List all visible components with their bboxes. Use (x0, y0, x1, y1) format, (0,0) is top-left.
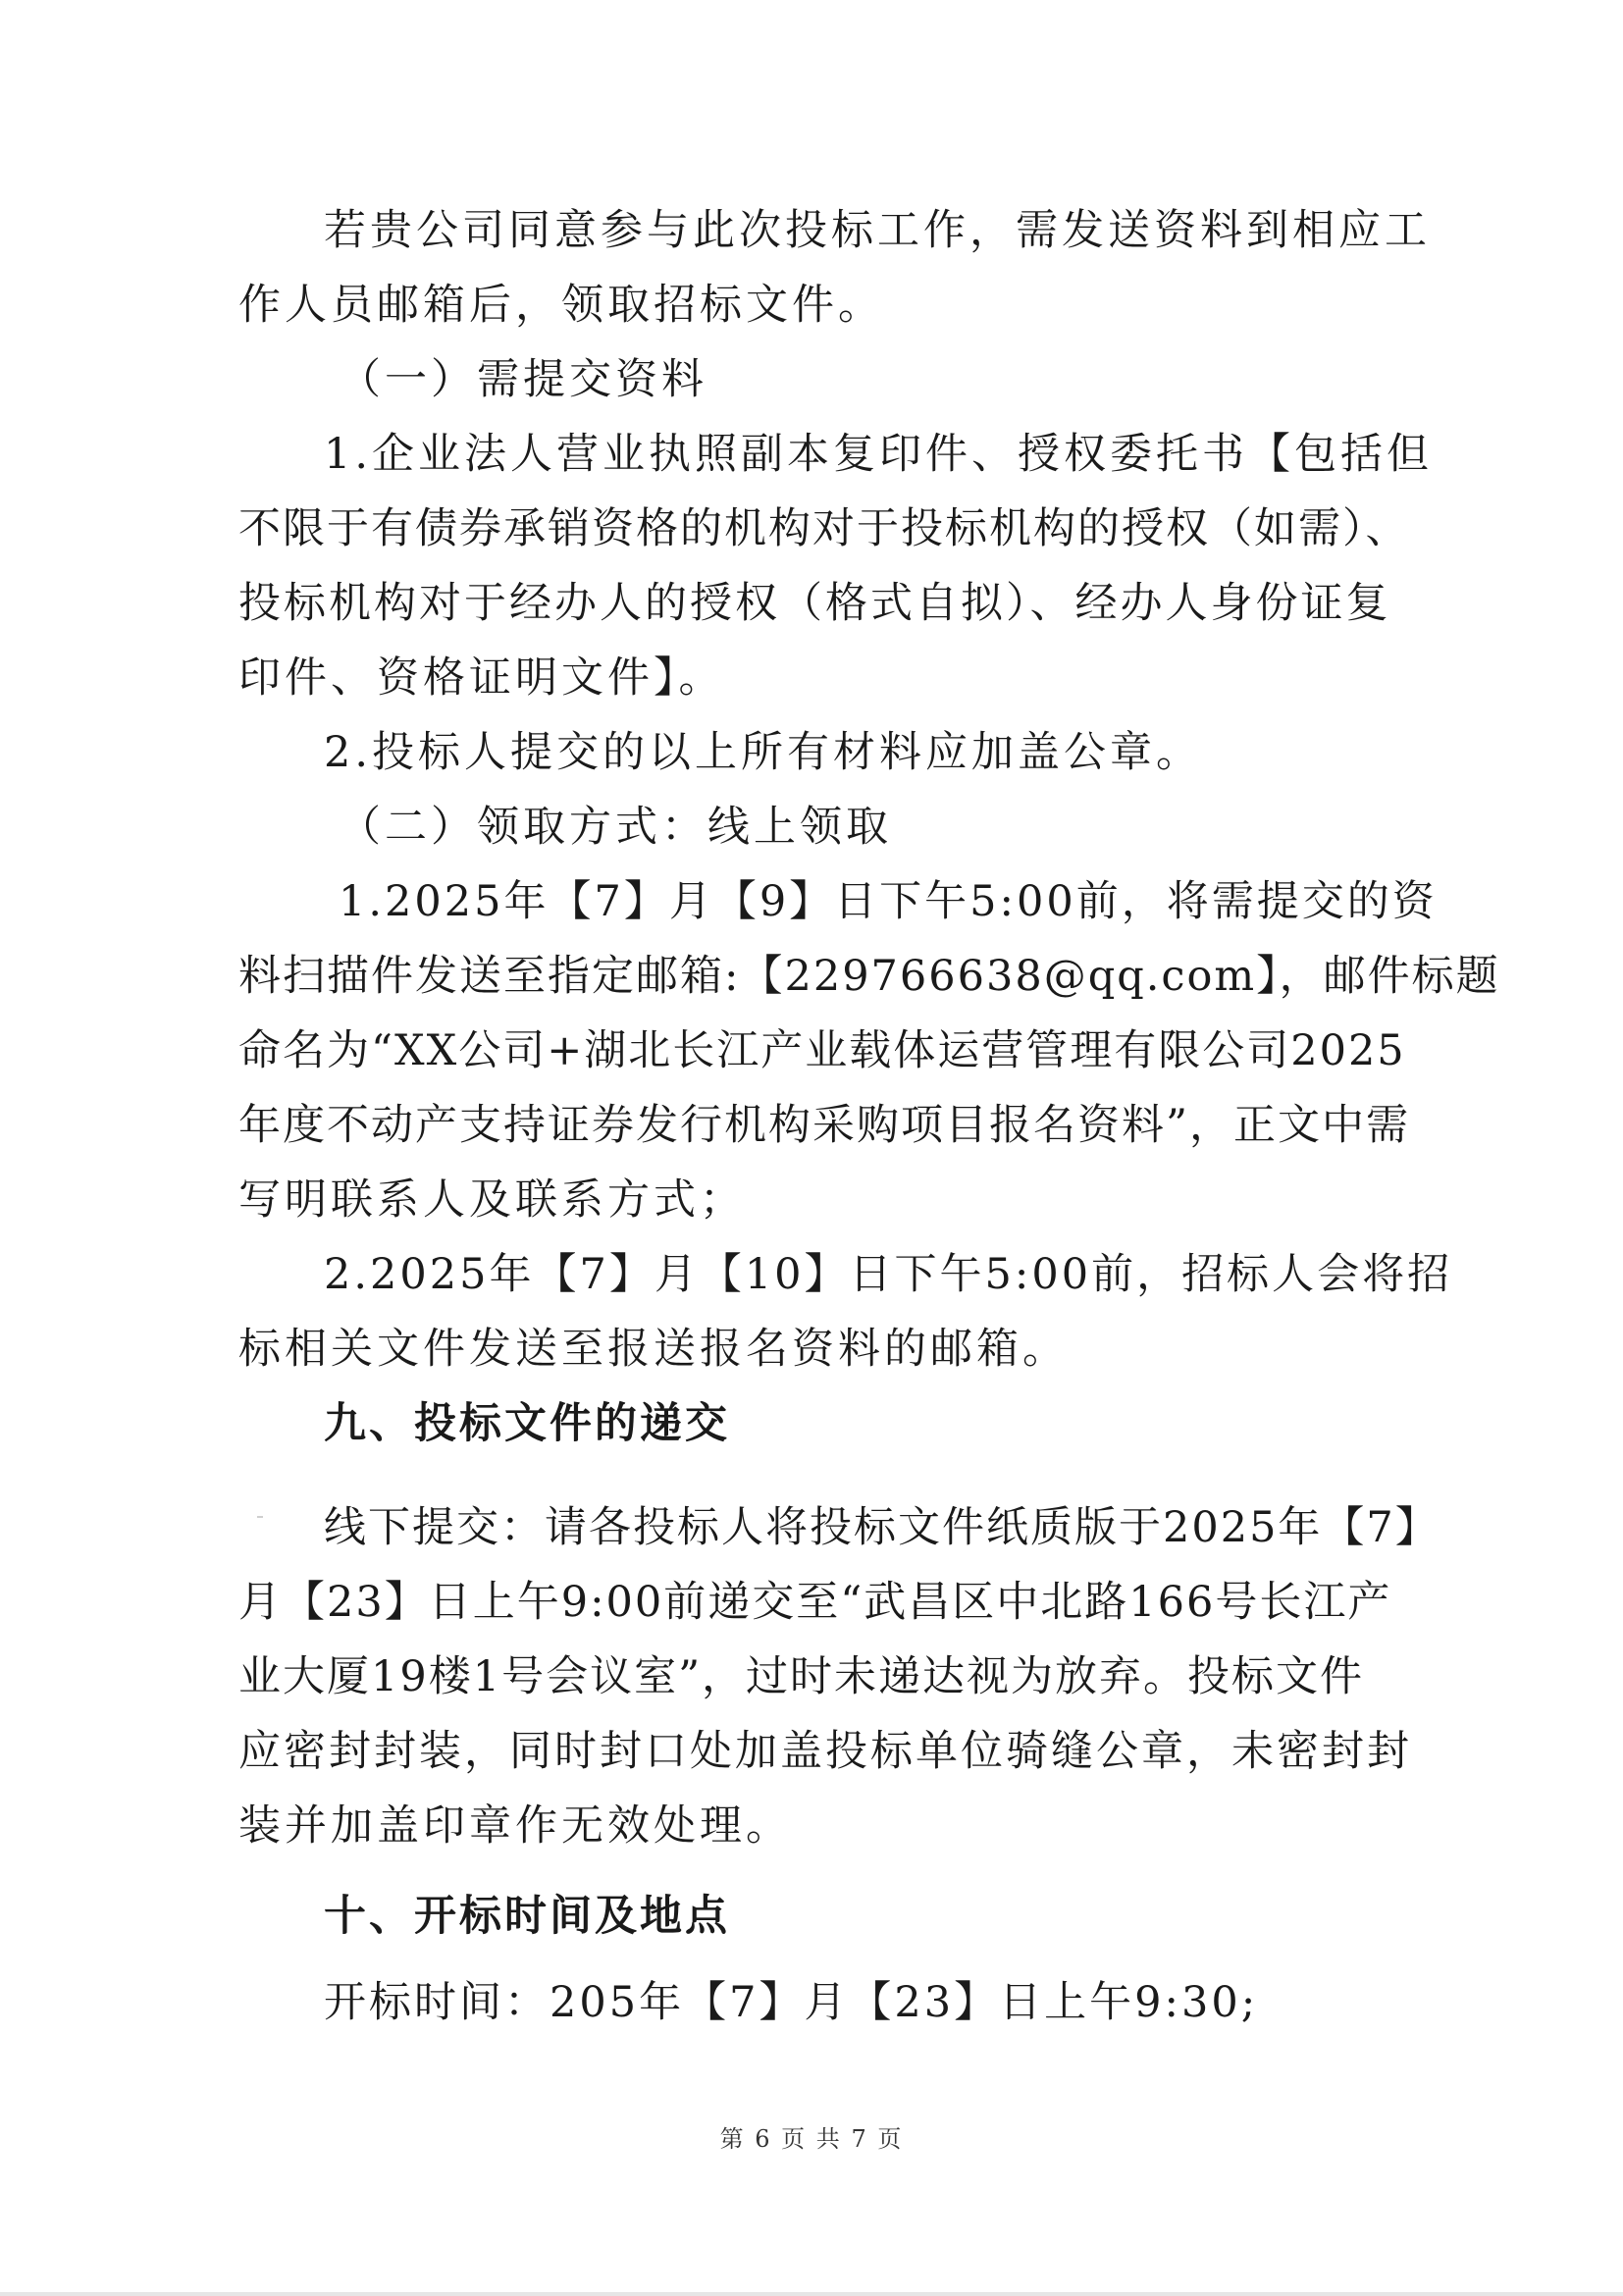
body-text-line: 线下提交：请各投标人将投标文件纸质版于2025年【7】 (324, 1503, 1440, 1552)
body-text-line: 写明联系人及联系方式； (238, 1175, 746, 1225)
scan-speck (257, 1516, 263, 1518)
body-text-line: 作人员邮箱后，领取招标文件。 (238, 281, 884, 330)
section-heading-bid-opening: 十、开标时间及地点 (324, 1892, 730, 1941)
body-text-line: 2.2025年【7】月【10】日下午5:00前，招标人会将招 (324, 1250, 1453, 1299)
page-footer: 第 6 页 共 7 页 (719, 2125, 904, 2153)
body-text-line: 料扫描件发送至指定邮箱:【229766638@qq.com】，邮件标题 (238, 952, 1500, 1001)
subheading-collection-method: （二）领取方式：线上领取 (339, 803, 892, 852)
body-text-line: 1.2025年【7】月【9】日下午5:00前，将需提交的资 (339, 877, 1438, 926)
body-text-line: 命名为“XX公司+湖北长江产业载体运营管理有限公司2025 (238, 1026, 1406, 1075)
body-text-line: 2.投标人提交的以上所有材料应加盖公章。 (324, 728, 1203, 777)
section-heading-bid-submission: 九、投标文件的递交 (324, 1399, 730, 1448)
body-text-line: 投标机构对于经办人的授权（格式自拟）、经办人身份证复 (238, 579, 1391, 628)
body-text-line: 印件、资格证明文件】。 (238, 653, 725, 703)
body-text-line: 装并加盖印章作无效处理。 (238, 1801, 792, 1851)
scan-edge (0, 2292, 1623, 2296)
body-text-line: 不限于有债券承销资格的机构对于投标机构的授权（如需）、 (238, 504, 1410, 553)
body-text-line: 1.企业法人营业执照副本复印件、授权委托书【包括但 (324, 430, 1434, 479)
body-text-line: 业大厦19楼1号会议室”，过时未递达视为放弃。投标文件 (238, 1652, 1365, 1701)
body-text-line: 年度不动产支持证券发行机构采购项目报名资料”，正文中需 (238, 1101, 1410, 1150)
subheading-required-materials: （一）需提交资料 (339, 355, 707, 404)
body-text-line: 标相关文件发送至报送报名资料的邮箱。 (238, 1325, 1069, 1374)
body-text-line: 应密封封装，同时封口处加盖投标单位骑缝公章，未密封封 (238, 1727, 1412, 1776)
body-text-line: 开标时间：205年【7】月【23】日上午9:30; (324, 1978, 1259, 2027)
body-text-line: 若贵公司同意参与此次投标工作，需发送资料到相应工 (324, 206, 1431, 255)
body-text-line: 月【23】日上午9:00前递交至“武昌区中北路166号长江产 (238, 1578, 1392, 1627)
